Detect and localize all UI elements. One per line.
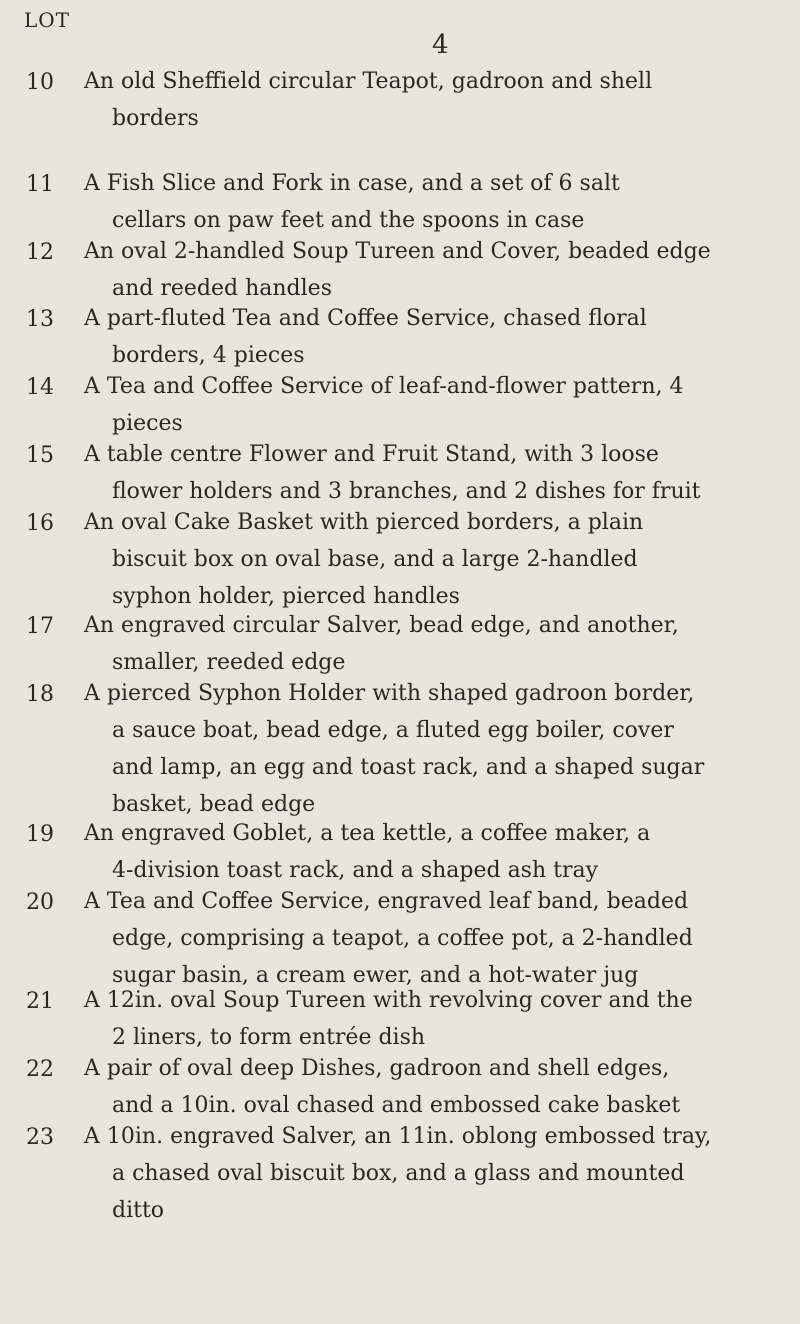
lot-description-line: a sauce boat, bead edge, a fluted egg boiler, cover [112,718,674,743]
lot-description-line: borders [112,106,199,131]
lot-description-line: pieces [112,411,183,436]
lot-description [84,165,776,239]
lot-description-line: 2 liners, to form entrée dish [112,1025,426,1050]
lot-description [84,1050,776,1124]
lot-description-line: A part-fluted Tea and Coffee Service, chased floral [84,306,647,331]
lot-description-line: syphon holder, pierced handles [112,584,460,609]
lot-column-header: LOT [24,8,71,32]
page-number: 4 [432,30,449,60]
lot-description-line: and reeded handles [112,276,332,301]
lot-description-line: a chased oval biscuit box, and a glass and mounted [112,1161,685,1186]
lot-description-line: A Tea and Coffee Service, engraved leaf band, beaded [84,889,689,914]
lot-description [84,504,776,615]
lot-number: 19 [26,822,54,847]
lot-description-line: and a 10in. oval chased and embossed cake basket [112,1093,681,1118]
lot-description-line: A table centre Flower and Fruit Stand, with 3 loose [84,442,659,467]
lot-description-line: biscuit box on oval base, and a large 2-handled [112,547,638,572]
lot-number: 21 [26,989,54,1014]
lot-number: 20 [26,890,54,915]
lot-description-line: A Fish Slice and Fork in case, and a set of 6 salt [84,171,620,196]
lot-description-line: A 10in. engraved Salver, an 11in. oblong embossed tray, [84,1124,712,1149]
lot-number: 10 [26,70,54,95]
lot-description-line: A Tea and Coffee Service of leaf-and-flower pattern, 4 [84,374,684,399]
lot-number: 16 [26,511,54,536]
lot-description-line: An engraved Goblet, a tea kettle, a coffee maker, a [84,821,651,846]
lot-number: 11 [26,172,54,197]
lot-description [84,1118,776,1229]
lot-description-line: An engraved circular Salver, bead edge, and another, [84,613,679,638]
lot-number: 14 [26,375,54,400]
lot-description-line: 4-division toast rack, and a shaped ash tray [112,858,599,883]
lot-description-line: basket, bead edge [112,792,316,817]
lot-description-line: borders, 4 pieces [112,343,305,368]
lot-description-line: A pair of oval deep Dishes, gadroon and shell edges, [84,1056,670,1081]
lot-description [84,63,776,137]
lot-description [84,607,776,681]
lot-number: 12 [26,240,54,265]
lot-description-line: and lamp, an egg and toast rack, and a shaped sugar [112,755,705,780]
lot-description [84,233,776,307]
lot-description [84,300,776,374]
lot-description-line: sugar basin, a cream ewer, and a hot-water jug [112,963,639,988]
lot-number: 15 [26,443,54,468]
lot-description-line: smaller, reeded edge [112,650,346,675]
lot-description [84,982,776,1056]
lot-description-line: cellars on paw feet and the spoons in case [112,208,585,233]
lot-description [84,675,776,823]
lot-number: 17 [26,614,54,639]
lot-number: 13 [26,307,54,332]
lot-description-line: A 12in. oval Soup Tureen with revolving cover and the [84,988,693,1013]
lot-description [84,368,776,442]
lot-description-line: An old Sheffield circular Teapot, gadroon and shell [84,69,653,94]
lot-description [84,815,776,889]
lot-description-line: An oval 2-handled Soup Tureen and Cover, beaded edge [84,239,711,264]
lot-description-line: ditto [112,1198,165,1223]
lot-description-line: edge, comprising a teapot, a coffee pot, a 2-handled [112,926,693,951]
lot-description [84,883,776,994]
lot-number: 18 [26,682,54,707]
lot-description-line: An oval Cake Basket with pierced borders, a plain [84,510,644,535]
lot-description-line: flower holders and 3 branches, and 2 dishes for fruit [112,479,701,504]
lot-number: 22 [26,1057,54,1082]
lot-description [84,436,776,510]
lot-number: 23 [26,1125,54,1150]
lot-description-line: A pierced Syphon Holder with shaped gadroon border, [84,681,695,706]
